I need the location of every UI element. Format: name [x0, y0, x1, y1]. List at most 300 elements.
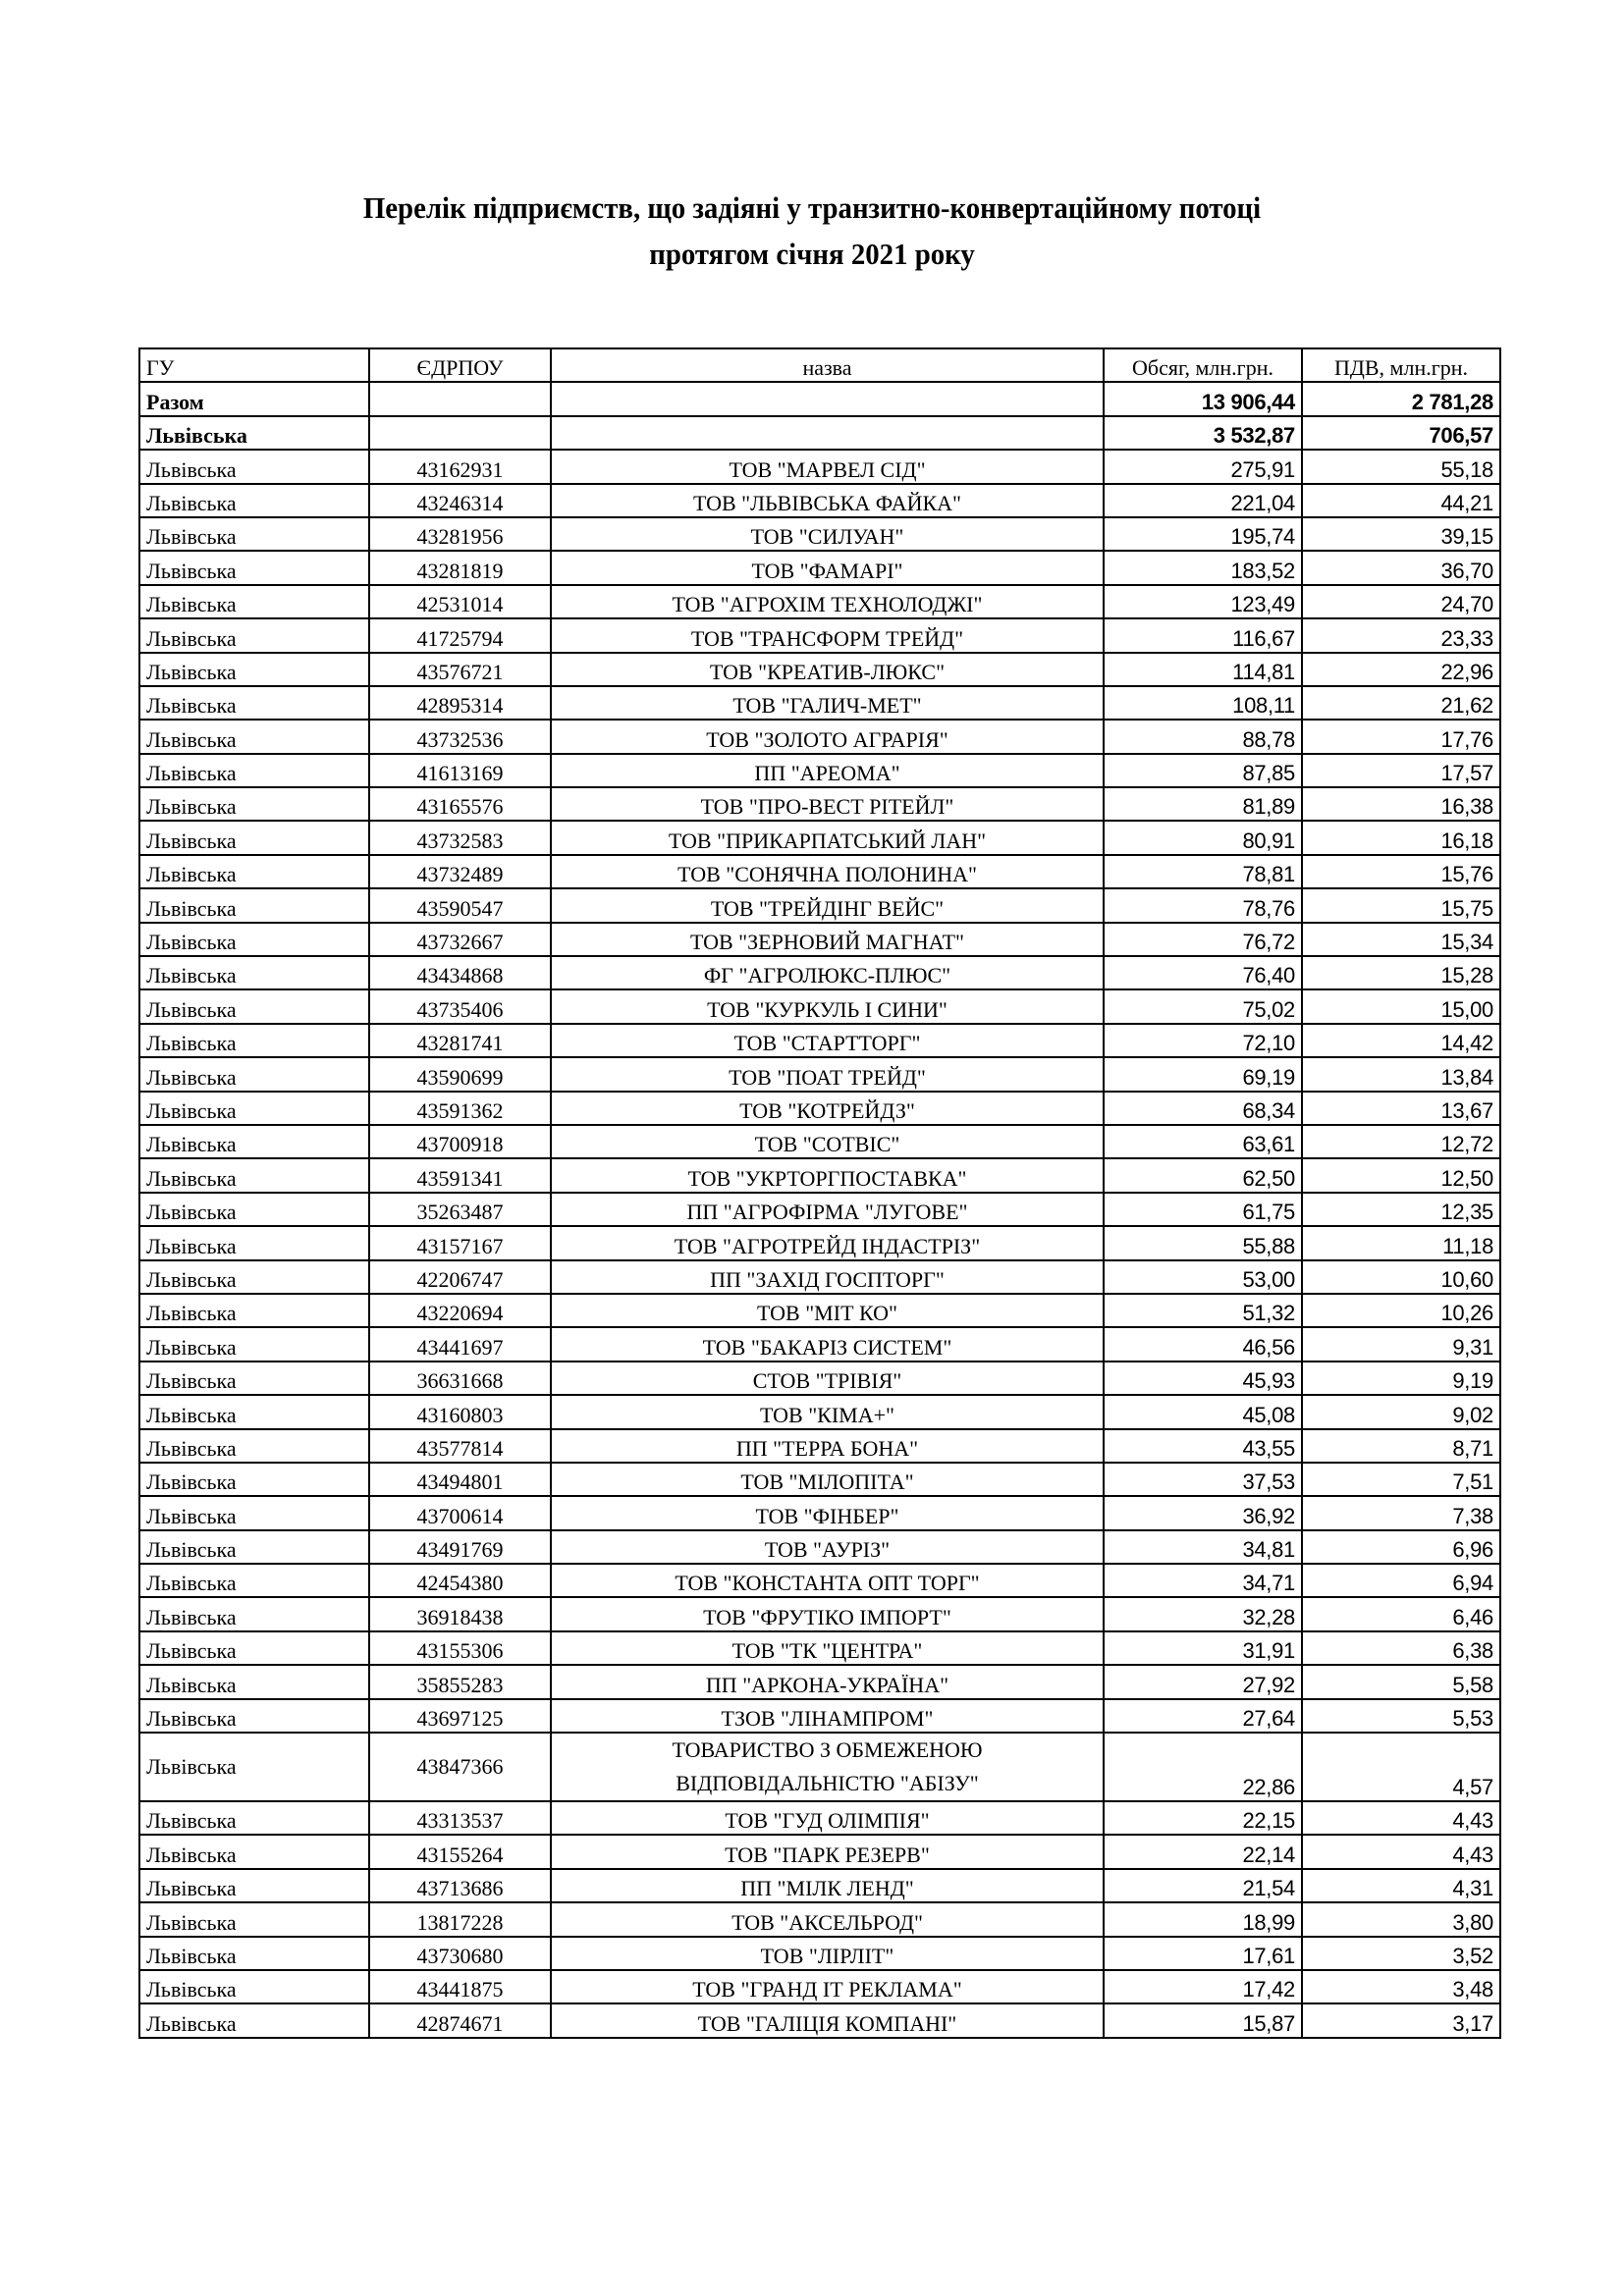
cell-name: ТОВ "АКСЕЛЬРОД"	[551, 1902, 1104, 1936]
table-row	[139, 1158, 1500, 1192]
region-total-label: Львівська	[139, 416, 369, 450]
table-row	[139, 923, 1500, 956]
cell-gu: Львівська	[139, 1631, 369, 1665]
table-row	[139, 1024, 1500, 1057]
cell-name: ТОВ "ГАЛІЦІЯ КОМПАНІ"	[551, 2003, 1104, 2037]
cell-name: ТОВ "ФІНБЕР"	[551, 1496, 1104, 1529]
table-row	[139, 551, 1500, 584]
cell-code: 13817228	[369, 1902, 551, 1936]
cell-code: 43281741	[369, 1024, 551, 1057]
cell-vat: 3,17	[1302, 2003, 1500, 2037]
cell-code: 43697125	[369, 1699, 551, 1733]
cell-gu: Львівська	[139, 1970, 369, 2003]
cell-gu: Львівська	[139, 888, 369, 922]
cell-name: ПП "МІЛК ЛЕНД"	[551, 1869, 1104, 1902]
table-row	[139, 720, 1500, 753]
cell-gu: Львівська	[139, 1733, 369, 1801]
table-row	[139, 585, 1500, 618]
table-row	[139, 484, 1500, 517]
cell-code: 43220694	[369, 1294, 551, 1327]
cell-name: ТОВ "АГРОХІМ ТЕХНОЛОДЖІ"	[551, 585, 1104, 618]
cell-code: 36631668	[369, 1362, 551, 1395]
cell-code: 43246314	[369, 484, 551, 517]
cell-code: 43441697	[369, 1327, 551, 1361]
header-code: ЄДРПОУ	[369, 348, 551, 382]
cell-gu: Львівська	[139, 1057, 369, 1091]
table-row	[139, 1463, 1500, 1496]
cell-volume: 53,00	[1104, 1260, 1302, 1294]
cell-vat: 5,58	[1302, 1665, 1500, 1698]
cell-gu: Львівська	[139, 1327, 369, 1361]
cell-code: 43732583	[369, 821, 551, 854]
region-total-vat: 706,57	[1302, 416, 1500, 450]
cell-gu: Львівська	[139, 1801, 369, 1835]
cell-vat: 9,31	[1302, 1327, 1500, 1361]
cell-volume: 78,76	[1104, 888, 1302, 922]
cell-gu: Львівська	[139, 1092, 369, 1125]
cell-name: ТОВ "ГУД ОЛІМПІЯ"	[551, 1801, 1104, 1835]
table-row	[139, 1496, 1500, 1529]
cell-volume: 32,28	[1104, 1597, 1302, 1630]
cell-code: 43157167	[369, 1226, 551, 1259]
cell-vat: 3,52	[1302, 1937, 1500, 1970]
table-row	[139, 653, 1500, 686]
table-row	[139, 1631, 1500, 1665]
region-total-name	[551, 416, 1104, 450]
cell-vat: 55,18	[1302, 450, 1500, 483]
cell-volume: 68,34	[1104, 1092, 1302, 1125]
cell-volume: 195,74	[1104, 517, 1302, 551]
cell-vat: 7,38	[1302, 1496, 1500, 1529]
cell-volume: 61,75	[1104, 1193, 1302, 1226]
cell-code: 43162931	[369, 450, 551, 483]
cell-code: 43591362	[369, 1092, 551, 1125]
cell-name: ТОВ "МАРВЕЛ СІД"	[551, 450, 1104, 483]
cell-name: ТОВ "МІЛОПІТА"	[551, 1463, 1104, 1496]
cell-vat: 36,70	[1302, 551, 1500, 584]
cell-gu: Львівська	[139, 551, 369, 584]
cell-gu: Львівська	[139, 956, 369, 989]
cell-vat: 9,02	[1302, 1395, 1500, 1428]
cell-name: ТОВ "СОНЯЧНА ПОЛОНИНА"	[551, 855, 1104, 888]
cell-vat: 22,96	[1302, 653, 1500, 686]
header-name: назва	[551, 348, 1104, 382]
cell-volume: 221,04	[1104, 484, 1302, 517]
cell-volume: 34,81	[1104, 1530, 1302, 1564]
cell-name: ТОВ "ТРАНСФОРМ ТРЕЙД"	[551, 618, 1104, 652]
cell-vat: 23,33	[1302, 618, 1500, 652]
cell-gu: Львівська	[139, 618, 369, 652]
cell-volume: 21,54	[1104, 1869, 1302, 1902]
cell-gu: Львівська	[139, 686, 369, 720]
cell-code: 43590547	[369, 888, 551, 922]
cell-vat: 8,71	[1302, 1429, 1500, 1463]
cell-vat: 9,19	[1302, 1362, 1500, 1395]
cell-code: 43576721	[369, 653, 551, 686]
table-row	[139, 1902, 1500, 1936]
cell-vat: 10,60	[1302, 1260, 1500, 1294]
cell-code: 43700918	[369, 1125, 551, 1158]
table-row	[139, 1937, 1500, 1970]
cell-name: ТОВ "ПОАТ ТРЕЙД"	[551, 1057, 1104, 1091]
cell-vat: 6,96	[1302, 1530, 1500, 1564]
cell-name: ТЗОВ "ЛІНАМПРОМ"	[551, 1699, 1104, 1733]
cell-gu: Львівська	[139, 585, 369, 618]
cell-gu: Львівська	[139, 1125, 369, 1158]
table-row	[139, 1294, 1500, 1327]
cell-vat: 17,57	[1302, 754, 1500, 787]
total-label: Разом	[139, 382, 369, 415]
table-row	[139, 1835, 1500, 1868]
cell-name: ТОВ "КРЕАТИВ-ЛЮКС"	[551, 653, 1104, 686]
cell-code: 42874671	[369, 2003, 551, 2037]
cell-name: ТОВ "АГРОТРЕЙД ІНДАСТРІЗ"	[551, 1226, 1104, 1259]
cell-gu: Львівська	[139, 1226, 369, 1259]
cell-gu: Львівська	[139, 484, 369, 517]
table-row	[139, 1564, 1500, 1597]
cell-name: ТОВ "КУРКУЛЬ І СИНИ"	[551, 989, 1104, 1023]
cell-volume: 17,42	[1104, 1970, 1302, 2003]
cell-gu: Львівська	[139, 2003, 369, 2037]
cell-code: 43491769	[369, 1530, 551, 1564]
cell-volume: 62,50	[1104, 1158, 1302, 1192]
cell-code: 43441875	[369, 1970, 551, 2003]
cell-volume: 63,61	[1104, 1125, 1302, 1158]
cell-name: ТОВ "ПРО-ВЕСТ РІТЕЙЛ"	[551, 787, 1104, 821]
table-row	[139, 450, 1500, 483]
cell-name: ПП "ТЕРРА БОНА"	[551, 1429, 1104, 1463]
cell-volume: 76,40	[1104, 956, 1302, 989]
cell-vat: 4,57	[1302, 1733, 1500, 1801]
cell-volume: 46,56	[1104, 1327, 1302, 1361]
cell-name: ТОВ "ГАЛИЧ-МЕТ"	[551, 686, 1104, 720]
table-row	[139, 754, 1500, 787]
cell-code: 43591341	[369, 1158, 551, 1192]
cell-volume: 22,86	[1104, 1733, 1302, 1801]
cell-volume: 43,55	[1104, 1429, 1302, 1463]
cell-vat: 4,31	[1302, 1869, 1500, 1902]
total-row	[139, 382, 1500, 415]
cell-volume: 45,08	[1104, 1395, 1302, 1428]
cell-volume: 69,19	[1104, 1057, 1302, 1091]
cell-vat: 44,21	[1302, 484, 1500, 517]
cell-name: ТОВ "ФРУТІКО ІМПОРТ"	[551, 1597, 1104, 1630]
table-row	[139, 956, 1500, 989]
cell-code: 35263487	[369, 1193, 551, 1226]
cell-volume: 22,14	[1104, 1835, 1302, 1868]
region-total-code	[369, 416, 551, 450]
cell-gu: Львівська	[139, 1902, 369, 1936]
table-row	[139, 1429, 1500, 1463]
cell-name: ТОВ "КОНСТАНТА ОПТ ТОРГ"	[551, 1564, 1104, 1597]
cell-vat: 5,53	[1302, 1699, 1500, 1733]
header-gu: ГУ	[139, 348, 369, 382]
cell-volume: 37,53	[1104, 1463, 1302, 1496]
cell-gu: Львівська	[139, 1564, 369, 1597]
table-row	[139, 1362, 1500, 1395]
total-code	[369, 382, 551, 415]
cell-volume: 45,93	[1104, 1362, 1302, 1395]
cell-volume: 114,81	[1104, 653, 1302, 686]
cell-vat: 10,26	[1302, 1294, 1500, 1327]
cell-volume: 116,67	[1104, 618, 1302, 652]
cell-vat: 12,35	[1302, 1193, 1500, 1226]
cell-volume: 81,89	[1104, 787, 1302, 821]
cell-volume: 22,15	[1104, 1801, 1302, 1835]
table-row	[139, 1226, 1500, 1259]
cell-name: СТОВ "ТРІВІЯ"	[551, 1362, 1104, 1395]
cell-vat: 15,75	[1302, 888, 1500, 922]
cell-vat: 21,62	[1302, 686, 1500, 720]
cell-name: ТОВ "ФАМАРІ"	[551, 551, 1104, 584]
table-row	[139, 888, 1500, 922]
cell-gu: Львівська	[139, 1024, 369, 1057]
cell-vat: 6,94	[1302, 1564, 1500, 1597]
table-row	[139, 1869, 1500, 1902]
header-vat: ПДВ, млн.грн.	[1302, 348, 1500, 382]
cell-vat: 15,34	[1302, 923, 1500, 956]
cell-code: 43732489	[369, 855, 551, 888]
cell-vat: 4,43	[1302, 1801, 1500, 1835]
cell-volume: 80,91	[1104, 821, 1302, 854]
cell-volume: 183,52	[1104, 551, 1302, 584]
cell-name: ТОВ "СИЛУАН"	[551, 517, 1104, 551]
cell-vat: 3,80	[1302, 1902, 1500, 1936]
cell-name: ТОВ "МІТ КО"	[551, 1294, 1104, 1327]
cell-code: 43281956	[369, 517, 551, 551]
cell-name: ТОВ "ЛІРЛІТ"	[551, 1937, 1104, 1970]
table-row	[139, 1395, 1500, 1428]
document-title	[0, 185, 1624, 277]
total-volume: 13 906,44	[1104, 382, 1302, 415]
cell-code: 43165576	[369, 787, 551, 821]
cell-code: 36918438	[369, 1597, 551, 1630]
cell-volume: 31,91	[1104, 1631, 1302, 1665]
title-line-2: протягом січня 2021 року	[649, 237, 975, 271]
cell-volume: 87,85	[1104, 754, 1302, 787]
table-row	[139, 1327, 1500, 1361]
cell-code: 42531014	[369, 585, 551, 618]
cell-gu: Львівська	[139, 1597, 369, 1630]
table-row	[139, 855, 1500, 888]
region-total-volume: 3 532,87	[1104, 416, 1302, 450]
cell-code: 43713686	[369, 1869, 551, 1902]
table-header-row	[139, 348, 1500, 382]
cell-gu: Львівська	[139, 1496, 369, 1529]
cell-name-line-1: ТОВАРИСТВО З ОБМЕЖЕНОЮ	[672, 1737, 983, 1763]
cell-volume: 27,92	[1104, 1665, 1302, 1698]
cell-vat: 16,38	[1302, 787, 1500, 821]
cell-code: 43155264	[369, 1835, 551, 1868]
cell-vat: 12,50	[1302, 1158, 1500, 1192]
cell-name: ПП "АГРОФІРМА "ЛУГОВЕ"	[551, 1193, 1104, 1226]
cell-gu: Львівська	[139, 1294, 369, 1327]
cell-name: ТОВ "УКРТОРГПОСТАВКА"	[551, 1158, 1104, 1192]
table-row	[139, 1597, 1500, 1630]
cell-code: 41613169	[369, 754, 551, 787]
cell-code: 43732536	[369, 720, 551, 753]
cell-name: ПП "АРКОНА-УКРАЇНА"	[551, 1665, 1104, 1698]
cell-volume: 55,88	[1104, 1226, 1302, 1259]
cell-gu: Львівська	[139, 450, 369, 483]
cell-code: 43700614	[369, 1496, 551, 1529]
cell-volume: 275,91	[1104, 450, 1302, 483]
cell-vat: 15,00	[1302, 989, 1500, 1023]
cell-code: 41725794	[369, 618, 551, 652]
table-row	[139, 2003, 1500, 2037]
cell-vat: 13,67	[1302, 1092, 1500, 1125]
table-row	[139, 517, 1500, 551]
table-row	[139, 821, 1500, 854]
enterprise-table	[138, 347, 1501, 2039]
cell-volume: 123,49	[1104, 585, 1302, 618]
cell-gu: Львівська	[139, 855, 369, 888]
cell-vat: 6,46	[1302, 1597, 1500, 1630]
cell-volume: 72,10	[1104, 1024, 1302, 1057]
table-row	[139, 686, 1500, 720]
table-row	[139, 1699, 1500, 1733]
table-row	[139, 1092, 1500, 1125]
cell-gu: Львівська	[139, 787, 369, 821]
cell-vat: 6,38	[1302, 1631, 1500, 1665]
cell-code: 42206747	[369, 1260, 551, 1294]
table-row	[139, 1125, 1500, 1158]
cell-gu: Львівська	[139, 1429, 369, 1463]
cell-volume: 27,64	[1104, 1699, 1302, 1733]
cell-name: ТОВ "ГРАНД ІТ РЕКЛАМА"	[551, 1970, 1104, 2003]
cell-gu: Львівська	[139, 1158, 369, 1192]
cell-name: ТОВ "КОТРЕЙДЗ"	[551, 1092, 1104, 1125]
cell-code: 42895314	[369, 686, 551, 720]
cell-name: ТОВ "КІМА+"	[551, 1395, 1104, 1428]
cell-code: 43590699	[369, 1057, 551, 1091]
cell-volume: 18,99	[1104, 1902, 1302, 1936]
cell-vat: 3,48	[1302, 1970, 1500, 2003]
table-row	[139, 1801, 1500, 1835]
cell-code: 43434868	[369, 956, 551, 989]
table-row	[139, 1665, 1500, 1698]
cell-name: ПП "АРЕОМА"	[551, 754, 1104, 787]
cell-code: 43847366	[369, 1733, 551, 1801]
cell-vat: 15,76	[1302, 855, 1500, 888]
cell-gu: Львівська	[139, 989, 369, 1023]
table-row	[139, 1057, 1500, 1091]
cell-name: ТОВ "СТАРТТОРГ"	[551, 1024, 1104, 1057]
cell-code: 43494801	[369, 1463, 551, 1496]
cell-code: 43735406	[369, 989, 551, 1023]
cell-vat: 7,51	[1302, 1463, 1500, 1496]
cell-volume: 15,87	[1104, 2003, 1302, 2037]
cell-vat: 24,70	[1302, 585, 1500, 618]
cell-gu: Львівська	[139, 1395, 369, 1428]
cell-gu: Львівська	[139, 754, 369, 787]
cell-volume: 51,32	[1104, 1294, 1302, 1327]
table-row	[139, 1193, 1500, 1226]
total-name	[551, 382, 1104, 415]
table-row	[139, 618, 1500, 652]
cell-name: ТОВ "СОТВІС"	[551, 1125, 1104, 1158]
table-row	[139, 1733, 1500, 1801]
cell-gu: Львівська	[139, 1835, 369, 1868]
cell-gu: Львівська	[139, 1260, 369, 1294]
cell-name: ТОВ "ЗЕРНОВИЙ МАГНАТ"	[551, 923, 1104, 956]
cell-code: 43313537	[369, 1801, 551, 1835]
cell-vat: 11,18	[1302, 1226, 1500, 1259]
cell-code: 43732667	[369, 923, 551, 956]
cell-gu: Львівська	[139, 1193, 369, 1226]
cell-code: 43281819	[369, 551, 551, 584]
cell-vat: 4,43	[1302, 1835, 1500, 1868]
cell-volume: 108,11	[1104, 686, 1302, 720]
cell-volume: 78,81	[1104, 855, 1302, 888]
cell-gu: Львівська	[139, 821, 369, 854]
cell-name	[551, 1733, 1104, 1801]
cell-gu: Львівська	[139, 1869, 369, 1902]
cell-volume: 75,02	[1104, 989, 1302, 1023]
cell-vat: 16,18	[1302, 821, 1500, 854]
cell-gu: Львівська	[139, 1530, 369, 1564]
cell-gu: Львівська	[139, 1665, 369, 1698]
cell-vat: 14,42	[1302, 1024, 1500, 1057]
cell-name: ТОВ "ТРЕЙДІНГ ВЕЙС"	[551, 888, 1104, 922]
cell-gu: Львівська	[139, 1937, 369, 1970]
cell-name: ТОВ "ТК "ЦЕНТРА"	[551, 1631, 1104, 1665]
cell-gu: Львівська	[139, 517, 369, 551]
cell-volume: 76,72	[1104, 923, 1302, 956]
cell-code: 42454380	[369, 1564, 551, 1597]
cell-name-line-2: ВІДПОВІДАЛЬНІСТЮ "АБІЗУ"	[676, 1771, 979, 1796]
cell-volume: 88,78	[1104, 720, 1302, 753]
table-row	[139, 1530, 1500, 1564]
cell-name: ТОВ "АУРІЗ"	[551, 1530, 1104, 1564]
title-line-1: Перелік підприємств, що задіяні у транзитно-конвертаційному потоці	[362, 190, 1262, 225]
cell-code: 35855283	[369, 1665, 551, 1698]
cell-code: 43730680	[369, 1937, 551, 1970]
cell-code: 43577814	[369, 1429, 551, 1463]
table-row	[139, 1970, 1500, 2003]
header-volume: Обсяг, млн.грн.	[1104, 348, 1302, 382]
cell-gu: Львівська	[139, 720, 369, 753]
cell-volume: 17,61	[1104, 1937, 1302, 1970]
cell-name: ТОВ "ПАРК РЕЗЕРВ"	[551, 1835, 1104, 1868]
table-row	[139, 787, 1500, 821]
cell-gu: Львівська	[139, 1362, 369, 1395]
cell-code: 43155306	[369, 1631, 551, 1665]
cell-volume: 34,71	[1104, 1564, 1302, 1597]
cell-vat: 17,76	[1302, 720, 1500, 753]
cell-gu: Львівська	[139, 1699, 369, 1733]
cell-name: ТОВ "БАКАРІЗ СИСТЕМ"	[551, 1327, 1104, 1361]
cell-gu: Львівська	[139, 1463, 369, 1496]
cell-name: ПП "ЗАХІД ГОСПТОРГ"	[551, 1260, 1104, 1294]
cell-vat: 39,15	[1302, 517, 1500, 551]
cell-gu: Львівська	[139, 923, 369, 956]
cell-vat: 13,84	[1302, 1057, 1500, 1091]
total-vat: 2 781,28	[1302, 382, 1500, 415]
table-row	[139, 1260, 1500, 1294]
region-total-row	[139, 416, 1500, 450]
cell-code: 43160803	[369, 1395, 551, 1428]
cell-volume: 36,92	[1104, 1496, 1302, 1529]
cell-name: ТОВ "ПРИКАРПАТСЬКИЙ ЛАН"	[551, 821, 1104, 854]
cell-name: ФГ "АГРОЛЮКС-ПЛЮС"	[551, 956, 1104, 989]
cell-vat: 15,28	[1302, 956, 1500, 989]
cell-gu: Львівська	[139, 653, 369, 686]
cell-name: ТОВ "ЛЬВІВСЬКА ФАЙКА"	[551, 484, 1104, 517]
table-row	[139, 989, 1500, 1023]
cell-vat: 12,72	[1302, 1125, 1500, 1158]
cell-name: ТОВ "ЗОЛОТО АГРАРІЯ"	[551, 720, 1104, 753]
